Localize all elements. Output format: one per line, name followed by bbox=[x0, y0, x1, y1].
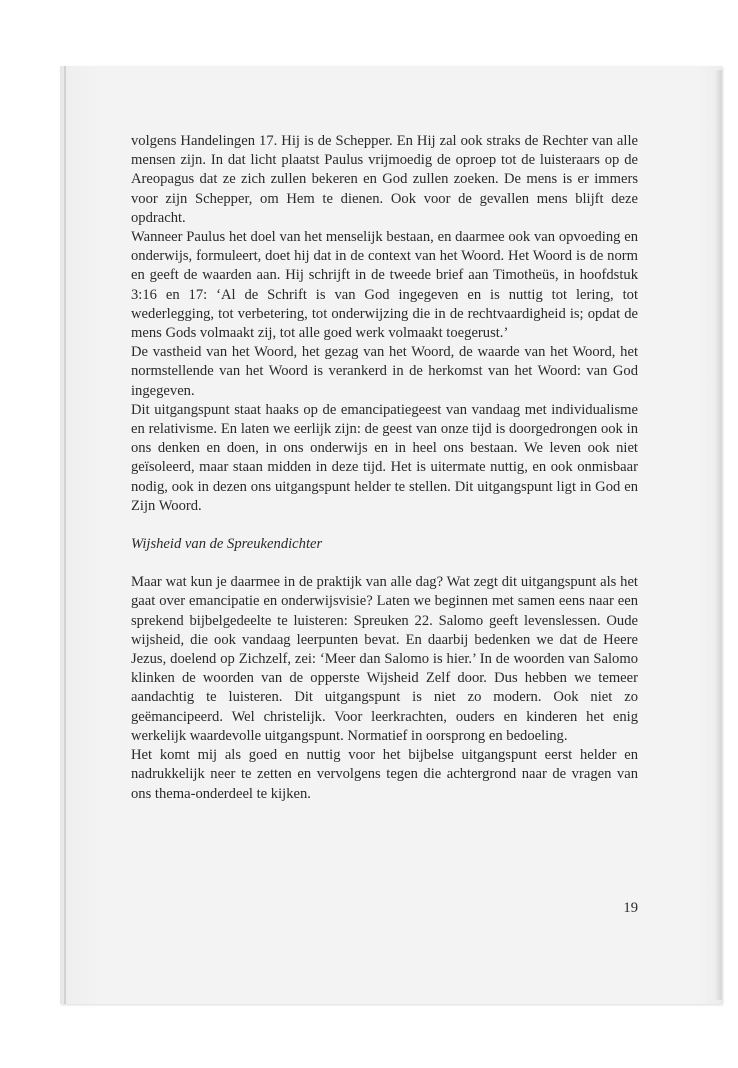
paragraph-2: Wanneer Paulus het doel van het menselijk bestaan, en daarmee ook van opvoeding en onderwijs, formuleert, doet hij dat in de context van het Woord. Het Woord is de norm en geeft de waarden aan. Hij schrijft in de tweede brief aan Timotheüs, in hoofdstuk 3:16 en 17: ‘Al de Schrift is van God ingegeven en is nuttig tot lering, tot wederlegging, tot verbetering, tot onderwijzing die in de rechtvaardigheid is; opdat de mens Gods volmaakt zij, tot alle goed werk volmaakt toegerust.’ bbox=[131, 229, 638, 342]
paragraph-6: Het komt mij als goed en nuttig voor het bijbelse uitgangspunt eerst helder en nadrukkelijk neer te zetten en vervolgens tegen die achtergrond naar de vragen van ons thema-onderdeel te kijken. bbox=[131, 747, 638, 802]
page-right-edge bbox=[716, 70, 722, 1000]
section-heading: Wijsheid van de Spreukendichter bbox=[131, 536, 323, 553]
paragraph-3: De vastheid van het Woord, het gezag van het Woord, de waarde van het Woord, het normstellende van het Woord is verankerd in de herkomst van het Woord: van God ingegeven. bbox=[131, 344, 638, 399]
paragraph-1: volgens Handelingen 17. Hij is de Schepper. En Hij zal ook straks de Rechter van alle mensen zijn. In dat licht plaatst Paulus vrijmoedig de oproep tot de luisteraars op de Areopagus dat ze zich zullen bekeren en God zullen zoeken. De mens is er immers voor zijn Schepper, om Hem te dienen. Ook voor de gevallen mens blijft deze opdracht. bbox=[131, 133, 638, 226]
body-text bbox=[131, 132, 638, 804]
paragraph-5: Maar wat kun je daarmee in de praktijk van alle dag? Wat zegt dit uitgangspunt als het gaat over emancipatie en onderwijsvisie? Laten we beginnen met samen eens naar een sprekend bijbelgedeelte te luisteren: Spreuken 22. Salomo geeft levenslessen. Oude wijsheid, die ook vandaag leerpunten bevat. En daarbij bedenken we dat de Heere Jezus, doelend op Zichzelf, zei: ‘Meer dan Salomo is hier.’ In de woorden van Salomo klinken de woorden van de opperste Wijsheid Zelf door. Dus hebben we temeer aandachtig te luisteren. Dit uitgangspunt is niet zo modern. Ook niet zo geëmancipeerd. Wel christelijk. Voor leerkrachten, ouders en kinderen het enig werkelijk waardevolle uitgangspunt. Normatief in oorsprong en bedoeling. bbox=[131, 574, 638, 744]
page-number: 19 bbox=[623, 900, 638, 916]
paragraph-4: Dit uitgangspunt staat haaks op de emancipatiegeest van vandaag met individualisme en relativisme. En laten we eerlijk zijn: de geest van onze tijd is doorgedrongen ook in ons denken en doen, in ons onderwijs en in heel ons bestaan. We leven ook niet geïsoleerd, maar staan midden in deze tijd. Het is uitermate nuttig, en ook onmisbaar nodig, ook in dezen ons uitgangspunt helder te stellen. Dit uitgangspunt ligt in God en Zijn Woord. bbox=[131, 401, 638, 514]
page-spine-edge bbox=[64, 66, 66, 1004]
